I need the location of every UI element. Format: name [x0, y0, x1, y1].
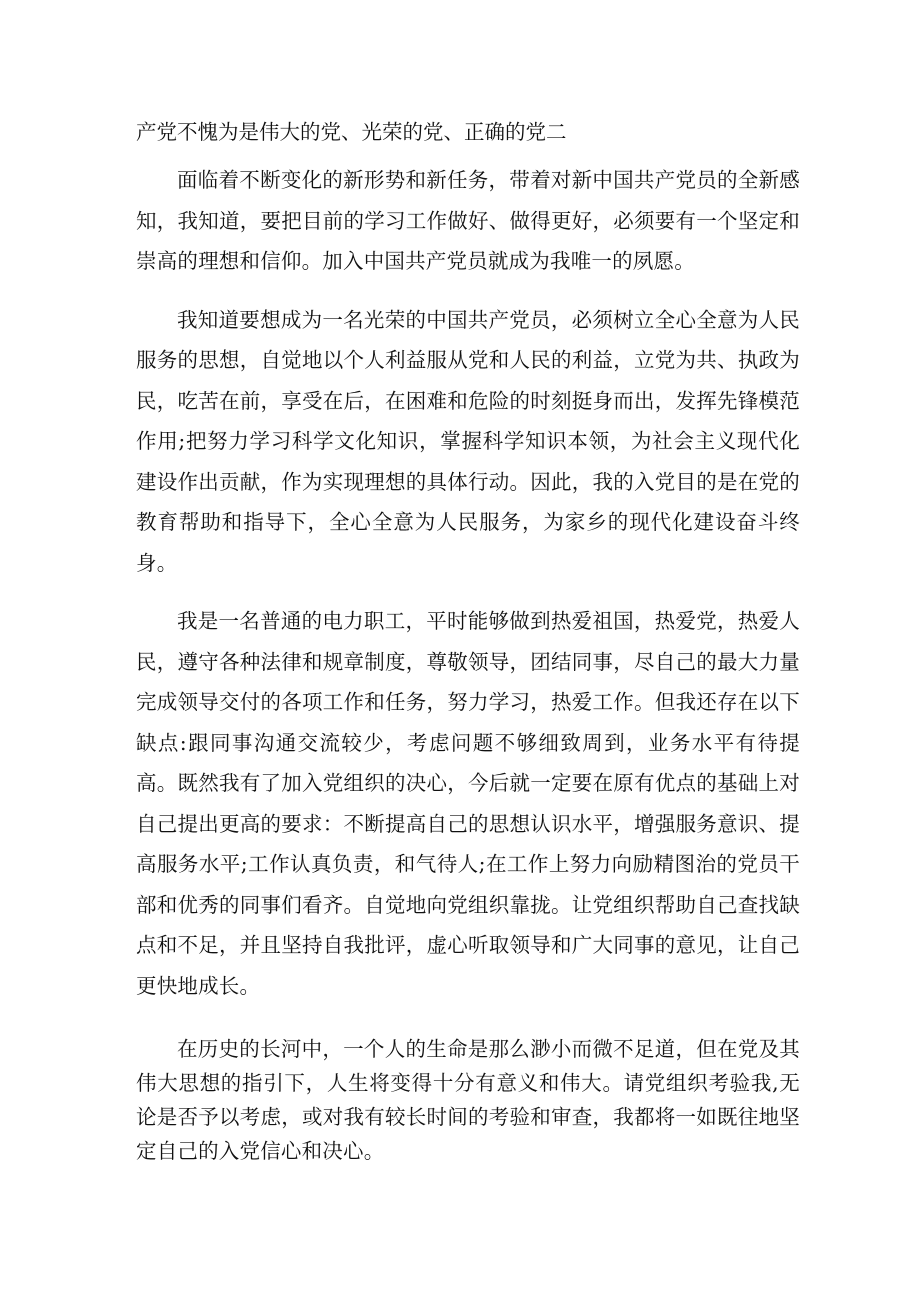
- paragraph-2: 我知道要想成为一名光荣的中国共产党员，必须树立全心全意为人民服务的思想，自觉地以个人利益服从党和人民的利益，立党为共、执政为民，吃苦在前，享受在后，在困难和危险的时刻挺身而出，发挥先锋模范作用;把努力学习科学文化知识，掌握科学知识本领，为社会主义现代化建设作出贡献，作为实现理想的具体行动。因此，我的入党目的是在党的教育帮助和指导下，全心全意为人民服务，为家乡的现代化建设奋斗终身。: [136, 307, 800, 575]
- paragraph-1: 面临着不断变化的新形势和新任务，带着对新中国共产党员的全新感知，我知道，要把目前的学习工作做好、做得更好，必须要有一个坚定和崇高的理想和信仰。加入中国共产党员就成为我唯一的夙愿。: [136, 168, 800, 273]
- document-body: [136, 112, 800, 1186]
- paragraph-4: 在历史的长河中，一个人的生命是那么渺小而微不足道，但在党及其伟大思想的指引下，人生将变得十分有意义和伟大。请党组织考验我,无论是否予以考虑，或对我有较长时间的考验和审查，我都将一如既往地坚定自己的入党信心和决心。: [136, 1037, 800, 1163]
- opening-line: 产党不愧为是伟大的党、光荣的党、正确的党二: [136, 120, 567, 144]
- paragraph-3: 我是一名普通的电力职工，平时能够做到热爱祖国，热爱党，热爱人民，遵守各种法律和规章制度，尊敬领导，团结同事，尽自己的最大力量完成领导交付的各项工作和任务，努力学习，热爱工作。但我还存在以下缺点:跟同事沟通交流较少，考虑问题不够细致周到，业务水平有待提高。既然我有了加入党组织的决心，今后就一定要在原有优点的基础上对自己提出更高的要求：不断提高自己的思想认识水平，增强服务意识、提高服务水平;工作认真负责，和气待人;在工作上努力向励精图治的党员干部和优秀的同事们看齐。自觉地向党组织靠拢。让党组织帮助自己查找缺点和不足，并且坚持自我批评，虚心听取领导和广大同事的意见，让自己更快地成长。: [136, 609, 800, 998]
